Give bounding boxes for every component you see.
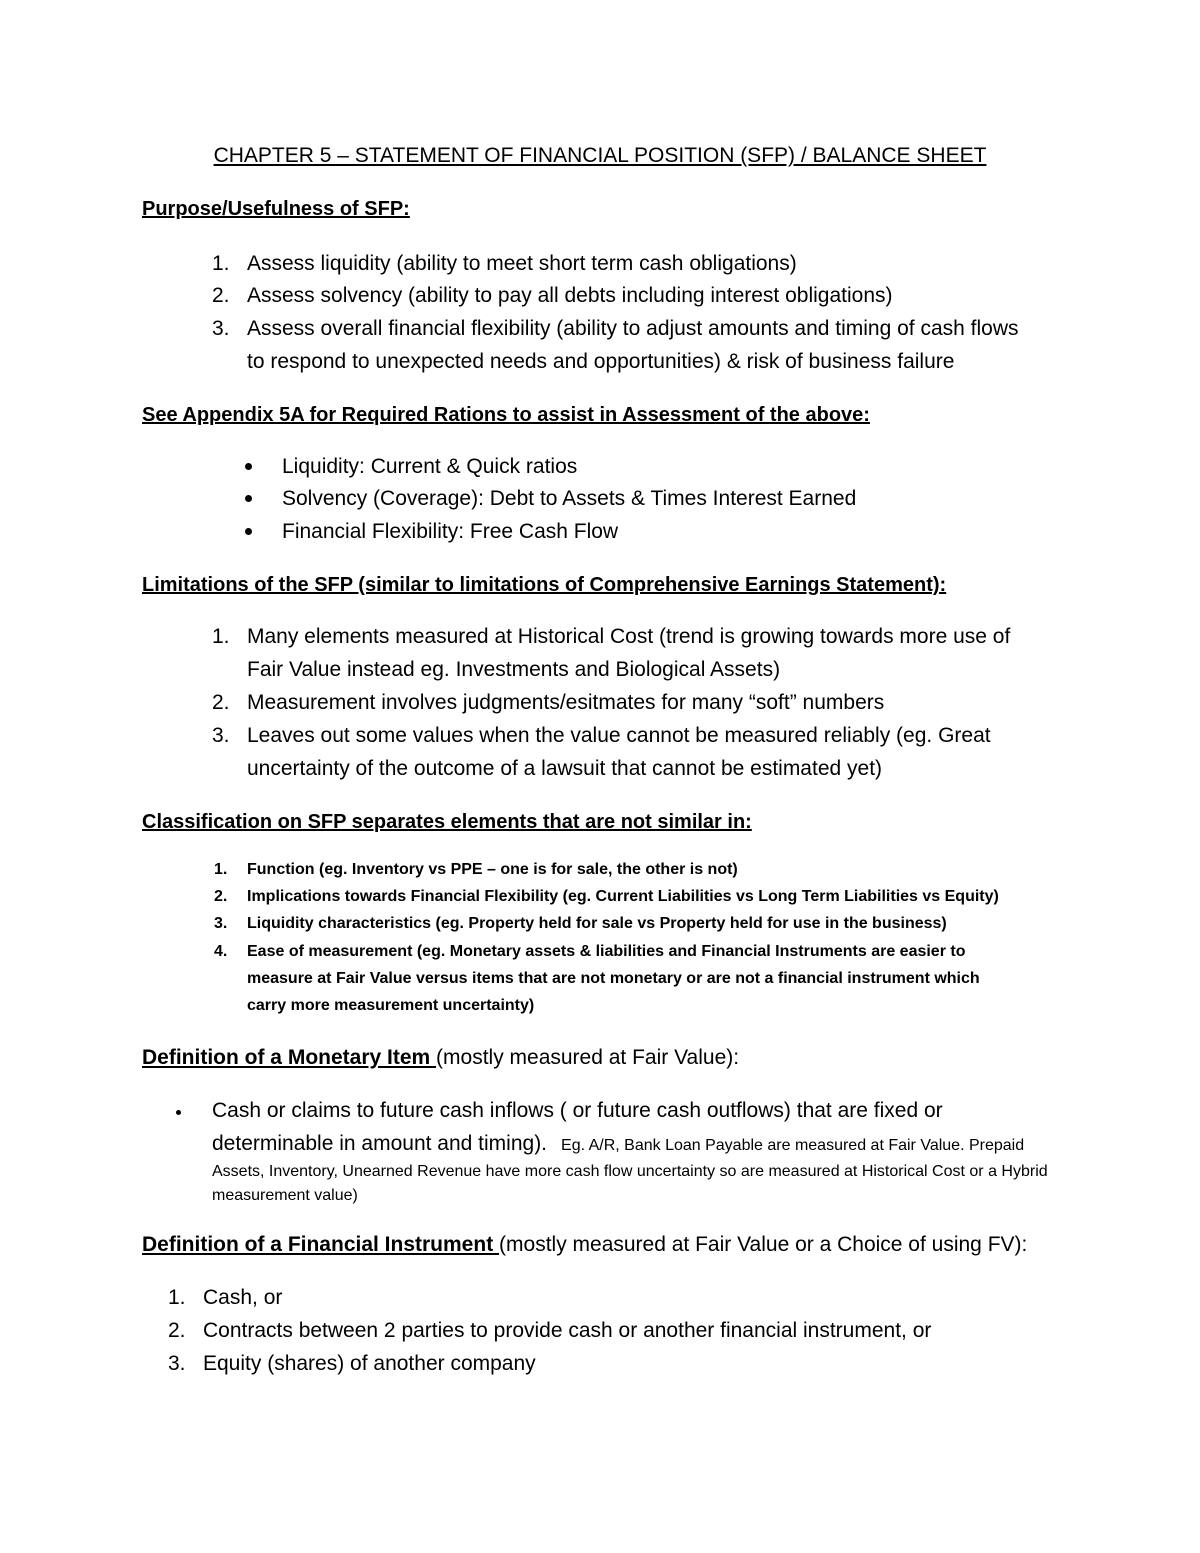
financial-heading-rest: (mostly measured at Fair Value or a Choice of using FV): (499, 1233, 1028, 1256)
monetary-note-line: measurement value) (212, 1187, 358, 1204)
monetary-definition-line: Cash or claims to future cash inflows ( or future cash outflows) that are fixed or (212, 1099, 943, 1122)
classification-item-num: 3. (214, 915, 228, 932)
classification-item-continuation: measure at Fair Value versus items that are not monetary or are not a financial instrument which (247, 970, 980, 987)
limitations-item-num: 2. (212, 691, 230, 714)
classification-item: Liquidity characteristics (eg. Property held for sale vs Property held for use in the business) (247, 915, 947, 932)
bullet-icon (176, 1110, 181, 1115)
financial-item: Equity (shares) of another company (203, 1352, 536, 1375)
classification-item-continuation: carry more measurement uncertainty) (247, 997, 535, 1014)
bullet-icon (245, 495, 252, 502)
financial-item-num: 1. (168, 1286, 186, 1309)
financial-item-num: 2. (168, 1319, 186, 1342)
purpose-item-num: 2. (212, 284, 230, 307)
appendix-bullet: Solvency (Coverage): Debt to Assets & Times Interest Earned (282, 487, 857, 510)
purpose-item-num: 3. (212, 317, 230, 340)
financial-item-num: 3. (168, 1352, 186, 1375)
classification-item-num: 2. (214, 888, 228, 905)
limitations-item-num: 1. (212, 625, 230, 648)
monetary-heading (142, 1046, 739, 1070)
monetary-definition-main: determinable in amount and timing). (212, 1132, 548, 1155)
financial-heading (142, 1233, 1027, 1257)
bullet-icon (245, 463, 252, 470)
page-title: CHAPTER 5 – STATEMENT OF FINANCIAL POSITION (SFP) / BALANCE SHEET (213, 144, 987, 167)
limitations-item-continuation: uncertainty of the outcome of a lawsuit that cannot be estimated yet) (247, 757, 883, 780)
monetary-heading-underlined: Definition of a Monetary Item (142, 1046, 437, 1069)
limitations-item: Leaves out some values when the value cannot be measured reliably (eg. Great (247, 724, 991, 747)
purpose-item-num: 1. (212, 252, 230, 275)
limitations-item-continuation: Fair Value instead eg. Investments and Biological Assets) (247, 658, 781, 681)
purpose-item: Assess solvency (ability to pay all debts including interest obligations) (247, 284, 893, 307)
classification-item: Function (eg. Inventory vs PPE – one is for sale, the other is not) (247, 861, 738, 878)
limitations-item-num: 3. (212, 724, 230, 747)
appendix-heading: See Appendix 5A for Required Rations to assist in Assessment of the above: (142, 404, 870, 426)
classification-heading: Classification on SFP separates elements that are not similar in: (142, 811, 752, 833)
financial-item: Cash, or (203, 1286, 283, 1309)
financial-heading-underlined: Definition of a Financial Instrument (142, 1233, 500, 1256)
purpose-item: Assess liquidity (ability to meet short term cash obligations) (247, 252, 797, 275)
classification-item: Ease of measurement (eg. Monetary assets & liabilities and Financial Instruments are easier to (247, 943, 966, 960)
limitations-item: Measurement involves judgments/esitmates for many “soft” numbers (247, 691, 885, 714)
appendix-bullet: Liquidity: Current & Quick ratios (282, 455, 578, 478)
appendix-bullet: Financial Flexibility: Free Cash Flow (282, 520, 619, 543)
limitations-item: Many elements measured at Historical Cost (trend is growing towards more use of (247, 625, 1011, 648)
purpose-item-continuation: to respond to unexpected needs and opportunities) & risk of business failure (247, 350, 955, 373)
monetary-definition-line (212, 1132, 1024, 1156)
purpose-heading: Purpose/Usefulness of SFP: (142, 198, 410, 220)
monetary-heading-rest: (mostly measured at Fair Value): (436, 1046, 740, 1069)
classification-item: Implications towards Financial Flexibility (eg. Current Liabilities vs Long Term Liabilities vs Equity) (247, 888, 999, 905)
monetary-note: Eg. A/R, Bank Loan Payable are measured at Fair Value. Prepaid (561, 1137, 1025, 1154)
classification-item-num: 1. (214, 861, 228, 878)
bullet-icon (245, 528, 252, 535)
monetary-note-line: Assets, Inventory, Unearned Revenue have more cash flow uncertainty so are measured at Historical Cost or a Hybrid (212, 1163, 1048, 1180)
purpose-item: Assess overall financial flexibility (ability to adjust amounts and timing of cash flows (247, 317, 1019, 340)
limitations-heading: Limitations of the SFP (similar to limitations of Comprehensive Earnings Statement): (142, 574, 947, 596)
financial-item: Contracts between 2 parties to provide cash or another financial instrument, or (203, 1319, 932, 1342)
classification-item-num: 4. (214, 943, 228, 960)
